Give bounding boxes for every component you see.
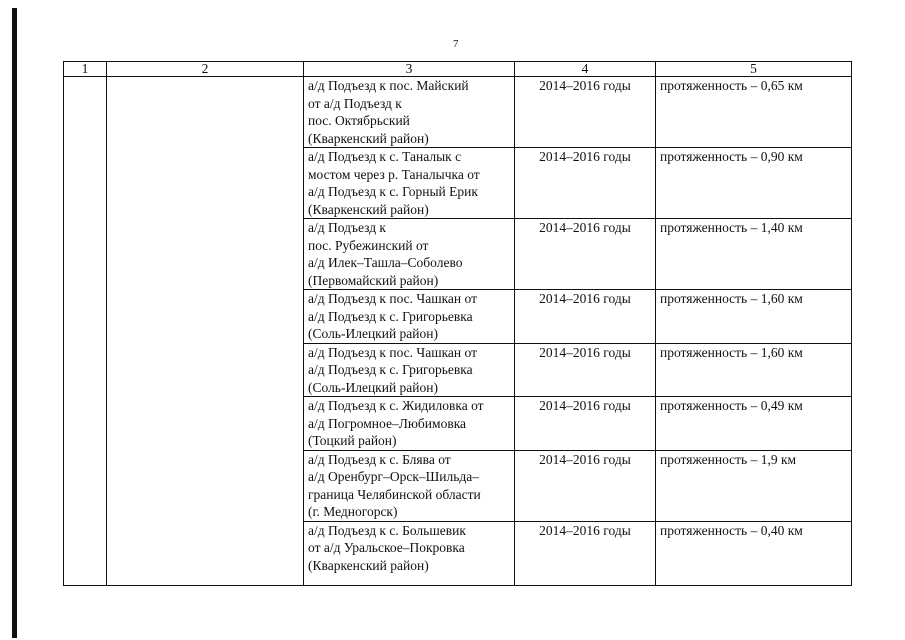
road-line: а/д Оренбург–Орск–Шильда–	[308, 469, 479, 484]
header-col-2: 2	[107, 62, 304, 77]
scan-margin-bar	[12, 8, 17, 638]
length-cell: протяженность – 1,40 км	[656, 219, 852, 290]
header-col-4: 4	[515, 62, 656, 77]
road-line: а/д Подъезд к с. Григорьевка	[308, 308, 473, 324]
road-cell	[304, 343, 515, 397]
header-col-3: 3	[304, 62, 515, 77]
road-line: а/д Подъезд к с. Блява от	[308, 451, 451, 467]
length-cell: протяженность – 0,49 км	[656, 397, 852, 451]
header-col-1: 1	[64, 62, 107, 77]
road-line: от а/д Подъезд к	[308, 95, 402, 111]
road-line: (Соль-Илецкий район)	[308, 379, 438, 395]
road-line: а/д Подъезд к с. Большевик	[308, 522, 466, 538]
road-line: мостом через р. Таналычка от	[308, 166, 480, 182]
road-line: а/д Подъезд к с. Таналык с	[308, 149, 462, 164]
number-cell	[64, 77, 107, 586]
road-line: а/д Илек–Ташла–Соболево	[308, 255, 463, 270]
years-cell: 2014–2016 годы	[515, 77, 656, 148]
header-col-5: 5	[656, 62, 852, 77]
road-cell	[304, 219, 515, 290]
road-line: пос. Рубежинский от	[308, 237, 429, 253]
road-line: а/д Подъезд к пос. Чашкан от	[308, 344, 478, 360]
road-line: а/д Подъезд к	[308, 220, 386, 235]
road-line: а/д Подъезд к с. Григорьевка	[308, 362, 473, 377]
road-cell	[304, 450, 515, 521]
length-cell: протяженность – 0,65 км	[656, 77, 852, 148]
road-line: (Соль-Илецкий район)	[308, 326, 438, 341]
years-cell: 2014–2016 годы	[515, 397, 656, 451]
road-line: а/д Подъезд к с. Горный Ерик	[308, 184, 478, 199]
road-line: (г. Медногорск)	[308, 504, 398, 519]
table-row	[64, 77, 852, 148]
years-cell: 2014–2016 годы	[515, 148, 656, 219]
road-line: а/д Погромное–Любимовка	[308, 415, 467, 431]
length-cell: протяженность – 1,9 км	[656, 450, 852, 521]
page-number: 7	[453, 38, 459, 50]
years-cell: 2014–2016 годы	[515, 219, 656, 290]
road-cell	[304, 77, 515, 148]
road-line: (Кваркенский район)	[308, 130, 429, 146]
road-cell	[304, 521, 515, 585]
table-header-row	[64, 62, 852, 77]
years-cell: 2014–2016 годы	[515, 521, 656, 585]
road-cell	[304, 148, 515, 219]
roads-table	[63, 61, 852, 586]
road-line: граница Челябинской области	[308, 486, 481, 502]
road-line: (Первомайский район)	[308, 272, 439, 288]
road-line: (Кваркенский район)	[308, 557, 429, 573]
years-cell: 2014–2016 годы	[515, 290, 656, 344]
length-cell: протяженность – 1,60 км	[656, 290, 852, 344]
road-line: (Тоцкий район)	[308, 433, 397, 448]
road-line: а/д Подъезд к пос. Майский	[308, 78, 469, 93]
length-cell: протяженность – 1,60 км	[656, 343, 852, 397]
road-line: а/д Подъезд к пос. Чашкан от	[308, 291, 478, 306]
road-line: (Кваркенский район)	[308, 201, 429, 217]
road-cell	[304, 397, 515, 451]
length-cell: протяженность – 0,90 км	[656, 148, 852, 219]
road-line: пос. Октябрьский	[308, 113, 410, 128]
years-cell: 2014–2016 годы	[515, 450, 656, 521]
road-line: а/д Подъезд к с. Жидиловка от	[308, 398, 484, 413]
name-cell	[107, 77, 304, 586]
years-cell: 2014–2016 годы	[515, 343, 656, 397]
length-cell: протяженность – 0,40 км	[656, 521, 852, 585]
road-cell	[304, 290, 515, 344]
road-line: от а/д Уральское–Покровка	[308, 540, 465, 555]
